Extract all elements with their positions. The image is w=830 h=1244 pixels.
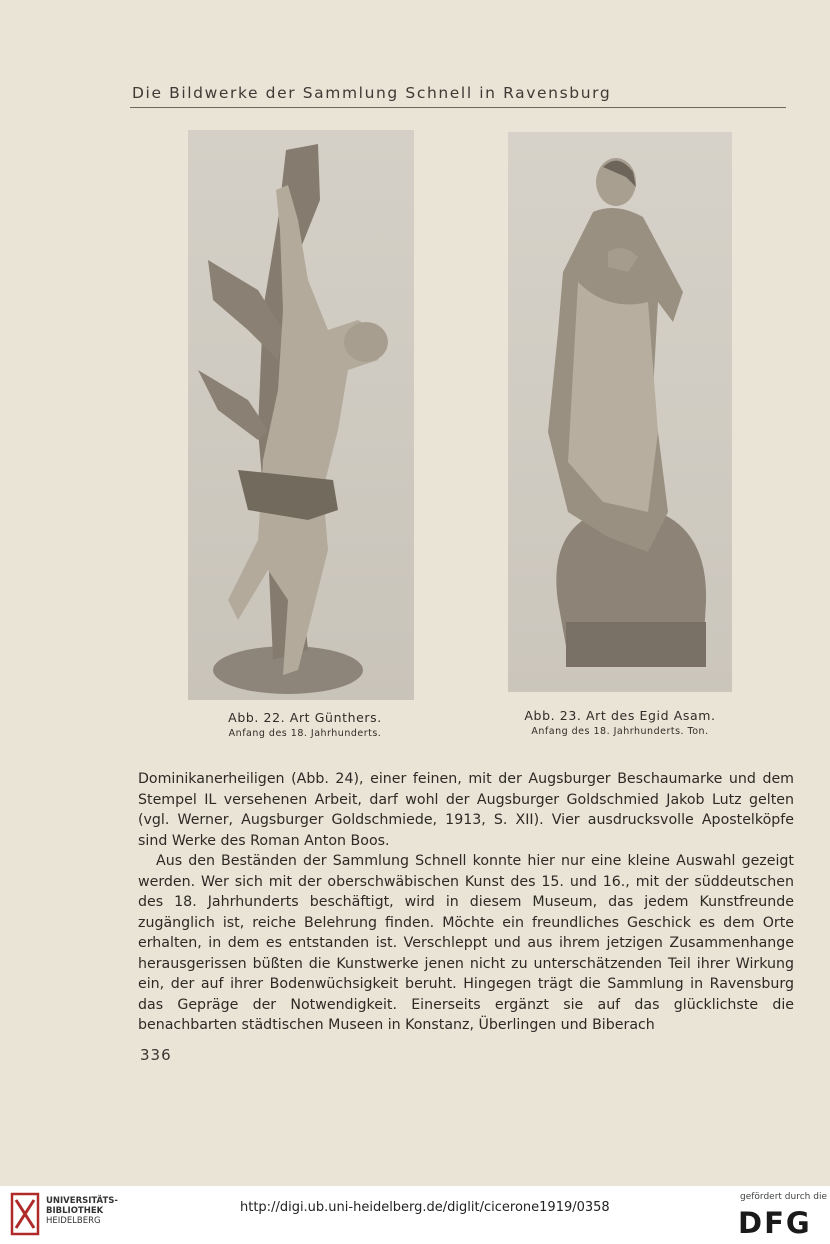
figure-23-title: Abb. 23. Art des Egid Asam. <box>524 708 716 723</box>
page-number: 336 <box>140 1046 172 1064</box>
library-line-3: HEIDELBERG <box>46 1216 101 1226</box>
funding-note: gefördert durch die <box>740 1192 827 1202</box>
body-text <box>138 769 794 1036</box>
header-rule <box>130 107 786 108</box>
figure-23-subtitle: Anfang des 18. Jahrhunderts. Ton. <box>531 726 709 737</box>
footer-bar <box>0 1186 830 1244</box>
figure-22-photo <box>188 130 414 700</box>
figure-22-subtitle: Anfang des 18. Jahrhunderts. <box>228 728 382 739</box>
dfg-logo[interactable]: DFG <box>738 1206 812 1240</box>
running-header: Die Bildwerke der Sammlung Schnell in Ravensburg <box>132 84 612 102</box>
figure-22-caption <box>200 710 410 739</box>
university-library-name <box>46 1196 118 1226</box>
university-library-logo-icon[interactable] <box>10 1192 40 1236</box>
figure-23-caption <box>505 708 735 737</box>
figure-22-title: Abb. 22. Art Günthers. <box>228 710 382 725</box>
library-line-2: BIBLIOTHEK <box>46 1206 104 1216</box>
library-line-1: UNIVERSITÄTS- <box>46 1196 118 1206</box>
paragraph: Dominikanerheiligen (Abb. 24), einer feinen, mit der Augsburger Beschaumarke und dem Stempel IL versehenen Arbeit, darf wohl der Augsburger Goldschmied Jakob Lutz gelten (vgl. Werner, Augsburger Goldschmiede, 1913, S. XII). Vier ausdrucksvolle Apostelköpfe sind Werke des Roman Anton Boos. <box>138 771 794 849</box>
permalink-url[interactable]: http://digi.ub.uni-heidelberg.de/diglit/cicerone1919/0358 <box>240 1200 610 1215</box>
paragraph: Aus den Beständen der Sammlung Schnell konnte hier nur eine kleine Auswahl gezeigt werden. Wer sich mit der oberschwäbischen Kunst des 15. und 16., mit der süddeutschen des 18. Jahrhunderts beschäftigt, wird in diesem Museum, das jedem Kunstfreunde zugänglich ist, reiche Belehrung finden. Möchte ein freundliches Geschick es dem Orte erhalten, in dem es entstanden ist. Verschleppt und aus ihrem jetzigen Zusammenhange herausgerissen büßten die Kunstwerke jenen nicht zu unterschätzenden Teil ihrer Wirkung ein, der auf ihrer Bodenwüchsigkeit beruht. Hingegen trägt die Sammlung in Ravensburg das Gepräge der Notwendigkeit. Einerseits ergänzt sie auf das glücklichste die benachbarten städtischen Museen in Konstanz, Überlingen und Biberach <box>138 853 794 1033</box>
figure-23-photo <box>508 132 732 692</box>
